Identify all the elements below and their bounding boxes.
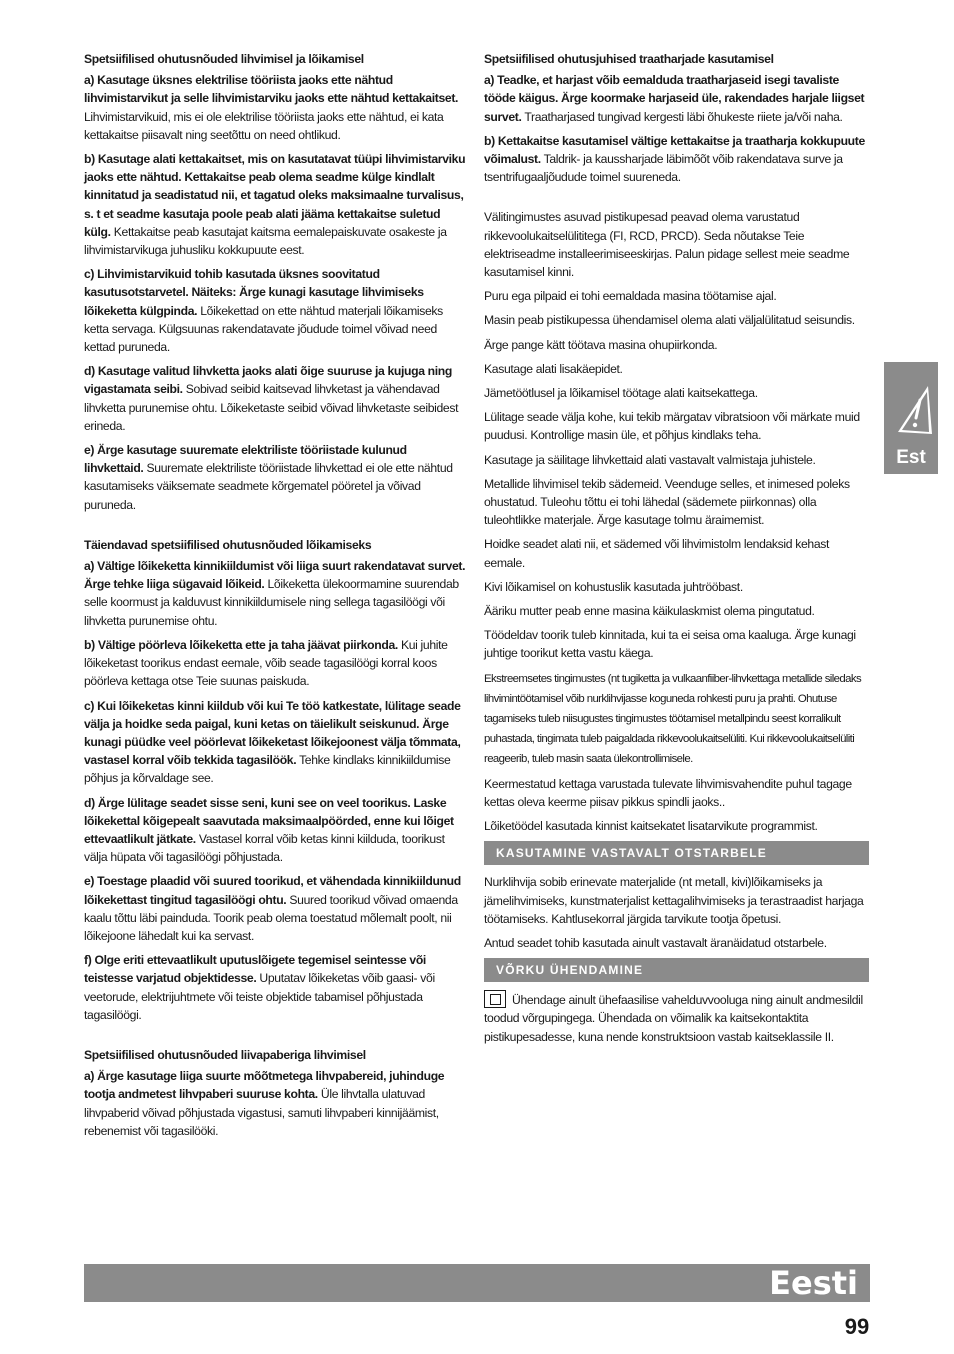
paragraph: d) Kasutage valitud lihvketta jaoks alati õige suuruse ja kujuga ning vigastamata seibi. Sobivad seibid kaitsevad lihvketast ja vähendavad lihvketta purunemise ohtu. Lõikeketaste seibid võivad lihvketaste seibidest erineda. (84, 364, 459, 433)
language-label: Est (896, 447, 926, 468)
paragraph: Masin peab pistikupessa ühendamisel olema alati väljalülitatud seisundis. (484, 313, 855, 328)
section-bar-mains-connection: VÕRKU ÜHENDAMINE (484, 958, 869, 982)
left-column (84, 50, 469, 1146)
paragraph: a) Kasutage üksnes elektrilise tööriista jaoks ette nähtud lihvimistarvikut ja selle lihvimistarviku jaoks ette nähtud kettakaitset. Lihvimistarvikuid, mis ei ole elektrilise tööriista jaoks ette nähtud, ei kata kettakaitse piisavalt ning seetõttu on need ohtlikud. (84, 73, 459, 142)
footer-language-title: Eesti (769, 1264, 858, 1302)
paragraph: Hoidke seadet alati nii, et sädemed või lihvimistolm lendaksid kehast eemale. (484, 537, 830, 570)
section-heading-grinding: Spetsiifilised ohutusnõuded lihvimisel ja lõikamisel (84, 52, 364, 66)
paragraph: b) Vältige pöörleva lõikeketta ette ja taha jäävat piirkonda. Kui juhite lõikeketast toorikus endast eemale, võib seade tagasilöögi korral koos pöörleva kettaga otse Teie suunas paiskuda. (84, 637, 448, 689)
paragraph: c) Lihvimistarvikuid tohib kasutada üksnes soovitatud kasutusotstarvetel. Näiteks: Ärge kunagi kasutage lihvimiseks lõikeketta külgpinda. Lõikekettad on ette nähtud materjali lõikamiseks ketta servaga. Külgsuunas rakendatavate jõudude toimel võivad need kettad puruneda. (84, 267, 443, 355)
paragraph: Kasutage ja säilitage lihvkettaid alati vastavalt valmistaja juhistele. (484, 452, 816, 467)
paragraph: a) Teadke, et harjast võib eemalduda traatharjaseid isegi tavaliste tööde käigus. Ärge koormake harjaseid üle, rakendades harjale liigset survet. Traatharjased tungivad kergesti läbi õhukeste riiete ja/või naha. (484, 73, 865, 124)
paragraph: a) Ärge kasutage liiga suurte mõõtmetega lihvpabereid, juhinduge tootja andmetest lihvpaberi suuruse kohta. Üle lihvtalla ulatuvad lihvpaberid võivad põhjustada vigastusi, samuti lihvpaberi kinnijäämist, rebenemist või tagasilööki. (84, 1069, 445, 1138)
paragraph: e) Toestage plaadid või suured toorikud, et vähendada kinnikiildunud lõikekettast tingitud tagasilöögi ohtu. Suured toorikud võivad omaenda kaalu tõttu läbi painduda. Toorik peab olema toestatud mõlemalt poolt, nii lõikejoone lähedalt kui ka servast. (84, 874, 461, 943)
paragraph: Antud seadet tohib kasutada ainult vastavalt äranäidatud otstarbele. (484, 935, 827, 950)
paragraph: b) Kasutage alati kettakaitset, mis on kasutatavat tüüpi lihvimistarviku jaoks ette nähtud. Kettakaitse peab olema seadme külge kindlalt kinnitatud ja seadistatud nii, et tagatud oleks maksimaalne turvalisus, s. t et seadme kasutaja poole peab alati jääma kettakaitse suletud külg. Kettakaitse peab kasutajat kaitsma eemalepaiskuvate osakeste ja lihvimistarvikuga juhusliku kokkupuute eest. (84, 152, 466, 258)
paragraph: Jämetöötlusel ja lõikamisel töötage alati kaitsekattega. (484, 386, 758, 401)
paragraph: Metallide lihvimisel tekib sädemeid. Veenduge selles, et inimesed poleks ohustatud. Tuleohu tõttu ei tohi lähedal (sädemete piirkonnas) olla tuleohtlikke materjale. Ärge kasutage tolmu äraimemist. (484, 476, 850, 528)
section-bar-intended-use: KASUTAMINE VASTAVALT OTSTARBELE (484, 841, 869, 865)
paragraph: f) Olge eriti ettevaatlikult uputuslõigete tegemisel seintesse või teistesse varjatud objektidesse. Uputatav lõikeketas võib gaasi- või veetorude, elektrijuhtmete või teiste objektide tabamisel põhjustada tagasilöögi. (84, 953, 435, 1022)
paragraph: Nurklihvija sobib erinevate materjalide (nt metall, kivi)lõikamiseks ja jämelihvimiseks, kunstmaterjalist kettagalihvimiseks ja terastraadist harjaga töötamiseks. Kahtlusekorral järgida tarvikute tootja õpetusi. (484, 875, 864, 926)
paragraph: Ärge pange kätt töötava masina ohupiirkonda. (484, 337, 718, 352)
right-column (484, 50, 869, 1052)
paragraph: Kivi lõikamisel on kohustuslik kasutada juhtrööbast. (484, 579, 743, 594)
paragraph: Töödeldav toorik tuleb kinnitada, kui ta ei seisa oma kaaluga. Ärge kunagi juhtige toorikut ketta vastu käega. (484, 628, 856, 661)
paragraph: d) Ärge lülitage seadet sisse seni, kuni see on veel toorikus. Laske lõikekettal kõigepealt saavutada maksimaalpöörded, enne kui lõiget ettevaatlikult jätkate. Vastasel korral võib ketas kinni kiilduda, toorikust välja hüpata või tagasilöögi põhjustada. (84, 795, 454, 865)
paragraph: a) Vältige lõikeketta kinnikiildumist või liiga suurt rakendatavat survet. Ärge tehke liiga sügavaid lõikeid. Lõikeketta ülekoormamine suurendab selle koormust ja kalduvust kinnikiildumisele ning sellega tagasilöögi või lihvketta purunemise ohtu. (84, 559, 466, 628)
section-heading-cutting: Täiendavad spetsiifilised ohutusnõuded lõikamiseks (84, 537, 372, 552)
section-heading-wire-brushes: Spetsiifilised ohutusjuhised traatharjade kasutamisel (484, 52, 774, 66)
footer-bar (84, 1264, 870, 1302)
paragraph: Puru ega pilpaid ei tohi eemaldada masina töötamise ajal. (484, 289, 777, 304)
paragraph: Ekstreemsetes tingimustes (nt tugiketta ja vulkaanfiiber-lihvkettaga metallide siledaks lihvimintöötamisel võib nurklihvijasse koguneda rohkesti puru ja prahti. Ohutuse tagamiseks tuleb niisugustes tingimustes töötamisel metallpindu seest korralikult puhastada, tingimata tuleb paigaldada rikkevoolukaitselüliti. Kui rikkevoolukaitselüliti reageerib, tuleb masin saata ülekontrollimisele. (484, 672, 862, 765)
paragraph: Keermestatud kettaga varustada tulevate lihvimisvahendite puhul tagage kettas oleva keerme piisav pikkus spindli jaoks.. (484, 776, 852, 809)
paragraph: b) Kettakaitse kasutamisel vältige kettakaitse ja traatharja kokkupuute võimalust. Taldrik- ja kaussharjade läbimõõt võib rakendatava surve ja tsentrifugaaljõudude toimel suureneda. (484, 133, 865, 185)
paragraph: Ääriku mutter peab enne masina käikulaskmist olema pingutatud. (484, 604, 815, 619)
paragraph: Lõiketöödel kasutada kinnist kaitsekatet lisatarvikute programmist. (484, 819, 818, 834)
paragraph: e) Ärge kasutage suuremate elektriliste tööriistade kulunud lihvkettaid. Suuremate elektriliste tööriistade lihvkettad ei ole ette nähtud kasutamiseks väiksemate seadmete kõrgematel pööretel ja võivad puruneda. (84, 443, 453, 512)
page-number: 99 (844, 1314, 870, 1339)
protection-class-ii-icon (484, 990, 506, 1008)
paragraph: Ühendage ainult ühefaasilise vahelduvvooluga ning ainult andmesildil toodud võrgupingega. Ühendada on võimalik ka kaitsekontaktita pistikupesadesse, kuna nende konstruktsioon vastab kaitseklassile II. (484, 990, 869, 1046)
paragraph: Välitingimustes asuvad pistikupesad peavad olema varustatud rikkevoolukaitselülititega (FI, RCD, PRCD). Seda nõutakse Teie elektriseadme installeerimiseeskirjas. Palun pidage sellest meie seadme kasutamisel kinni. (484, 210, 850, 280)
paragraph: Kasutage alati lisakäepidet. (484, 361, 623, 376)
language-tab (884, 362, 938, 474)
section-heading-sanding: Spetsiifilised ohutusnõuded liivapaberiga lihvimisel (84, 1047, 366, 1062)
paragraph: c) Kui lõikeketas kinni kiildub või kui Te töö katkestate, lülitage seade välja ja hoidke seda paigal, kuni ketas on täielikult seiskunud. Ärge kunagi püüdke veel pöörlevat lõikeketast lõikejoonest välja tõmmata, vastasel korral võib tekkida tagasilöök. Tehke kindlaks kinnikiildumise põhjus ja kõrvaldage see. (84, 698, 461, 786)
paragraph: Lülitage seade välja kohe, kui tekib märgatav vibratsioon või märkate muid puudusi. Kontrollige masin üle, et põhjus kindlaks teha. (484, 410, 860, 443)
warning-icon (884, 372, 938, 446)
